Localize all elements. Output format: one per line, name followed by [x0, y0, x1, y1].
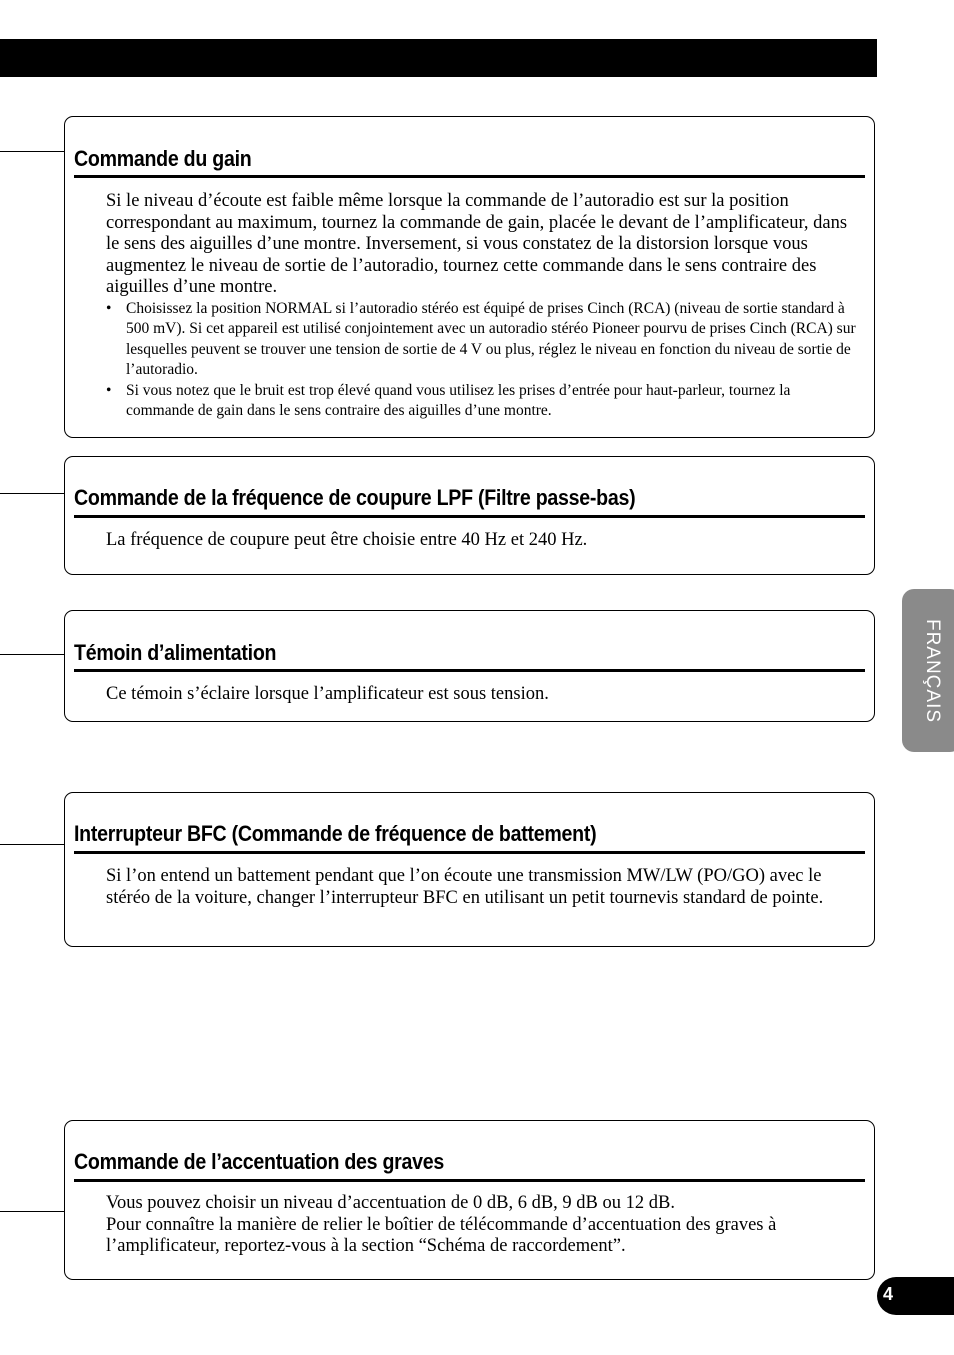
- title-rule: [74, 669, 865, 672]
- section-paragraph: Ce témoin s’éclaire lorsque l’amplificateur est sous tension.: [106, 684, 549, 704]
- leader-line: [0, 1211, 64, 1212]
- section-paragraph: Si l’on entend un battement pendant que l’on écoute une transmission MW/LW (PO/GO) avec le stéréo de la voiture, changer l’interrupteur BFC en utilisant un petit tournevis standard de pointe.: [106, 866, 824, 908]
- section-bass-boost: [64, 1120, 875, 1280]
- bullet-list: [106, 299, 862, 422]
- leader-line: [0, 654, 64, 655]
- section-bfc-switch: [64, 792, 875, 947]
- section-paragraph: Pour connaître la manière de relier le boîtier de télécommande d’accentuation des graves à l’amplificateur, reportez-vous à la section “Schéma de raccordement”.: [106, 1214, 777, 1256]
- section-lpf: [64, 456, 875, 575]
- section-paragraph: Si le niveau d’écoute est faible même lorsque la commande de l’autoradio est sur la position correspondant au maximum, tournez la commande de gain, placée le devant de l’amplificateur, dans le sens des aiguilles d’une montre. Inversement, si vous constatez de la distorsion lorsque vous augmentez le niveau de sortie de l’autoradio, tournez cette commande dans le sens contraire des aiguilles d’une montre.: [106, 191, 848, 297]
- bullet-item: • Choisissez la position NORMAL si l’autoradio stéréo est équipé de prises Cinch (RCA) (niveau de sortie standard à 500 mV). Si cet appareil est utilisé conjointement avec un autoradio stéréo Pioneer pourvu de prises Cinch (RCA) sur lesquelles peuvent se trouver une tension de sortie de 4 V ou plus, réglez le niveau en fonction du niveau de sortie de l’autoradio.: [106, 299, 862, 381]
- title-rule: [74, 175, 865, 178]
- section-paragraph: Vous pouvez choisir un niveau d’accentuation de 0 dB, 6 dB, 9 dB ou 12 dB.: [106, 1193, 675, 1213]
- section-title: Interrupteur BFC (Commande de fréquence de battement): [74, 821, 597, 846]
- bullet-item: • Si vous notez que le bruit est trop élevé quand vous utilisez les prises d’entrée pour haut-parleur, tournez la commande de gain dans le sens contraire des aiguilles d’une montre.: [106, 381, 862, 422]
- leader-line: [0, 844, 64, 845]
- page-number-tab: [877, 1277, 954, 1315]
- section-title: Témoin d’alimentation: [74, 640, 277, 665]
- language-tab: [902, 589, 954, 752]
- leader-line: [0, 493, 64, 494]
- title-rule: [74, 851, 865, 854]
- header-bar: [0, 39, 877, 77]
- section-gain: [64, 116, 875, 438]
- section-power-indicator: [64, 610, 875, 722]
- page-number: 4: [883, 1284, 894, 1304]
- section-title: Commande du gain: [74, 146, 252, 171]
- title-rule: [74, 515, 865, 518]
- section-paragraph: La fréquence de coupure peut être choisie entre 40 Hz et 240 Hz.: [106, 530, 588, 550]
- section-title: Commande de l’accentuation des graves: [74, 1149, 445, 1174]
- leader-line: [0, 151, 64, 152]
- language-tab-label: FRANÇAIS: [922, 618, 943, 723]
- title-rule: [74, 1179, 865, 1182]
- section-title: Commande de la fréquence de coupure LPF (Filtre passe-bas): [74, 485, 636, 510]
